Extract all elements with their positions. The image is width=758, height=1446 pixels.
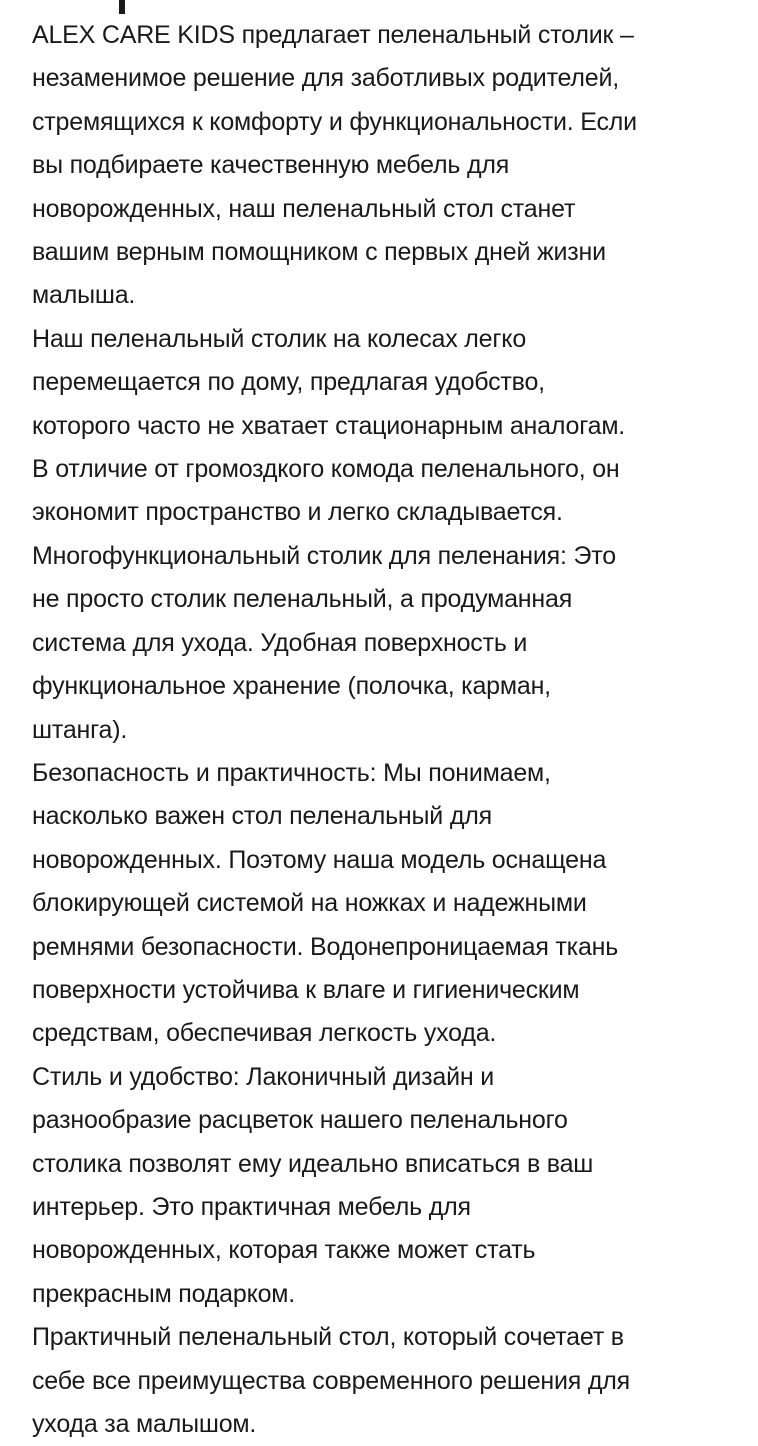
text-line: вашим верным помощником с первых дней жизни [32, 238, 606, 267]
paragraph [32, 318, 752, 535]
cropped-heading-fragment [119, 0, 125, 14]
text-line: которого часто не хватает стационарным аналогам. [32, 411, 626, 440]
text-line: перемещается по дому, предлагая удобство, [32, 368, 545, 397]
text-line: Наш пеленальный столик на колесах легко [32, 324, 527, 353]
text-line: новорожденных, наш пеленальный стол станет [32, 194, 576, 223]
text-line: интерьер. Это практичная мебель для [32, 1192, 471, 1221]
text-line: Многофункциональный столик для пеленания: Это [32, 541, 616, 570]
text-line: столика позволят ему идеально вписаться в ваш [32, 1149, 594, 1178]
text-line: штанга). [32, 715, 128, 744]
text-line: незаменимое решение для заботливых родителей, [32, 64, 620, 93]
text-line: ALEX CARE KIDS предлагает пеленальный столик – [32, 21, 634, 49]
paragraph [32, 1056, 752, 1316]
text-line: ремнями безопасности. Водонепроницаемая ткань [32, 932, 619, 961]
text-line: вы подбираете качественную мебель для [32, 151, 510, 180]
paragraph [32, 1316, 752, 1446]
text-line: ухода за малышом. [32, 1410, 257, 1438]
paragraph [32, 535, 752, 752]
text-line: Практичный пеленальный стол, который сочетает в [32, 1323, 624, 1352]
text-line: В отличие от громоздкого комода пеленального, он [32, 455, 620, 484]
text-line: малыша. [32, 281, 136, 310]
text-line: не просто столик пеленальный, а продуманная [32, 585, 573, 614]
text-line: Стиль и удобство: Лаконичный дизайн и [32, 1062, 494, 1091]
text-line: поверхности устойчива к влаге и гигиеническим [32, 975, 580, 1004]
text-line: экономит пространство и легко складывается. [32, 498, 563, 527]
text-line: средствам, обеспечивая легкость ухода. [32, 1019, 497, 1048]
text-line: функциональное хранение (полочка, карман, [32, 672, 551, 701]
text-line: разнообразие расцветок нашего пеленального [32, 1106, 568, 1135]
text-line: насколько важен стол пеленальный для [32, 802, 492, 831]
text-line: новорожденных, которая также может стать [32, 1236, 536, 1265]
paragraph [32, 14, 752, 318]
paragraph [32, 752, 752, 1056]
text-line: прекрасным подарком. [32, 1279, 296, 1308]
product-description [32, 14, 752, 1446]
text-line: себе все преимущества современного решения для [32, 1366, 630, 1395]
text-line: стремящихся к комфорту и функциональности. Если [32, 107, 637, 136]
text-line: Безопасность и практичность: Мы понимаем, [32, 758, 551, 787]
text-line: блокирующей системой на ножках и надежными [32, 889, 587, 918]
text-line: новорожденных. Поэтому наша модель оснащена [32, 845, 607, 874]
text-line: система для ухода. Удобная поверхность и [32, 628, 528, 657]
